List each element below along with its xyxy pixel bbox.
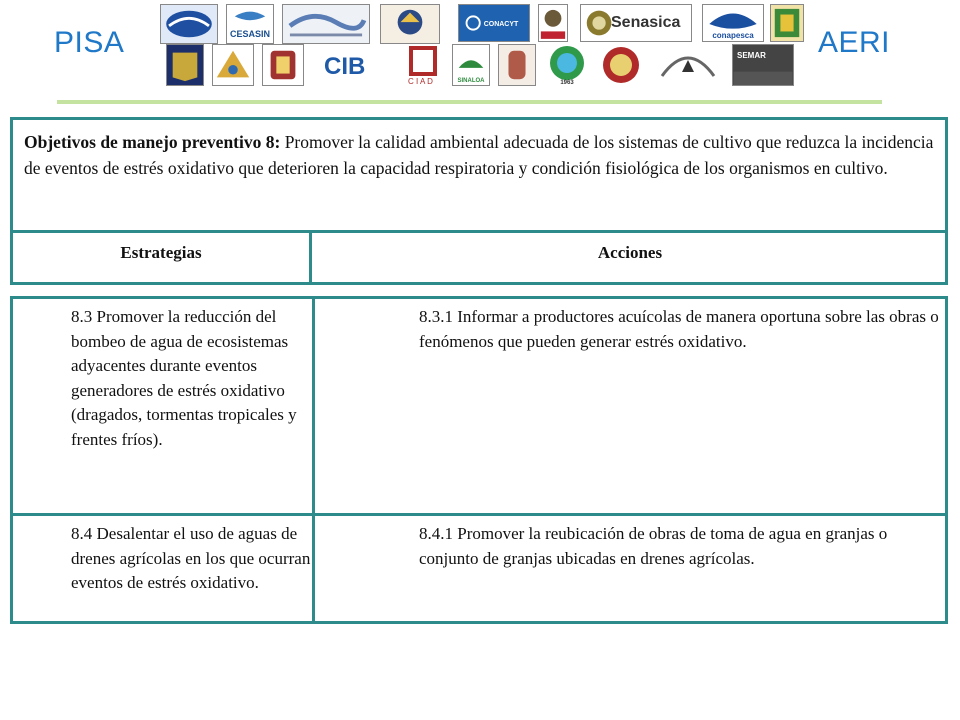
table-row xyxy=(13,299,945,516)
column-header-row xyxy=(13,230,945,282)
column-divider xyxy=(312,299,315,513)
objective-box xyxy=(10,117,948,285)
conacyt-logo: CONACYT xyxy=(458,4,530,42)
objective-text xyxy=(24,129,934,181)
objective-lead: Objetivos de manejo preventivo 8: xyxy=(24,132,281,152)
crest-nayarit-logo xyxy=(262,44,304,86)
strategies-actions-table xyxy=(10,296,948,624)
circular-seal-green-logo: 1963 xyxy=(544,44,590,86)
action-cell: 8.4.1 Promover la reubicación de obras de toma de agua en granjas o conjunto de granjas ubicadas en drenes agrícolas. xyxy=(419,524,888,568)
semar-logo: SEMAR xyxy=(732,44,794,86)
svg-text:C I A D: C I A D xyxy=(408,77,433,86)
ciad-logo xyxy=(404,44,442,86)
strategies-header: Estrategias xyxy=(13,233,312,282)
cesasin-logo: CESASIN xyxy=(226,4,274,44)
pisa-label: PISA xyxy=(54,26,125,59)
sagarpa-logo xyxy=(538,4,568,42)
header-divider xyxy=(57,100,882,104)
uabcs-logo xyxy=(380,4,440,44)
actions-header: Acciones xyxy=(597,243,663,262)
cib-logo xyxy=(318,48,382,82)
sinaloa-logo: SINALOA xyxy=(452,44,490,86)
svg-text:CIB: CIB xyxy=(324,53,366,80)
unam-logo xyxy=(166,44,204,86)
table-row xyxy=(13,516,945,621)
circular-seal-red-logo xyxy=(598,44,644,86)
conapesca-logo: conapesca xyxy=(702,4,764,42)
aeri-label: AERI xyxy=(818,26,891,59)
objective-body: Promover la calidad ambiental adecuada de los sistemas de cultivo que reduzca la incidencia de eventos de estrés oxidativo que deterioren la capacidad respiratoria y condición fisiológica de los organismos en cultivo. xyxy=(24,132,934,178)
strategy-cell: 8.3 Promover la reducción del bombeo de agua de ecosistemas adyacentes durante eventos generadores de estrés oxidativo (dragados, tormentas tropicales y frentes fríos). xyxy=(71,307,297,449)
uas-logo xyxy=(212,44,254,86)
senasica-logo: Senasica xyxy=(580,4,692,42)
strategy-cell: 8.4 Desalentar el uso de aguas de drenes agrícolas en los que ocurran eventos de estrés oxidativo. xyxy=(71,524,311,592)
aztec-figure-logo xyxy=(498,44,536,86)
red-diagnostico-logo xyxy=(652,44,724,86)
action-cell: 8.3.1 Informar a productores acuícolas de manera oportuna sobre las obras o fenómenos que pueden generar estrés oxidativo. xyxy=(419,307,939,351)
column-divider xyxy=(312,516,315,621)
comite-sanidad-acuicola-logo xyxy=(160,4,218,44)
state-crest-logo xyxy=(770,4,804,42)
comite-sanidad-bcs-logo xyxy=(282,4,370,44)
